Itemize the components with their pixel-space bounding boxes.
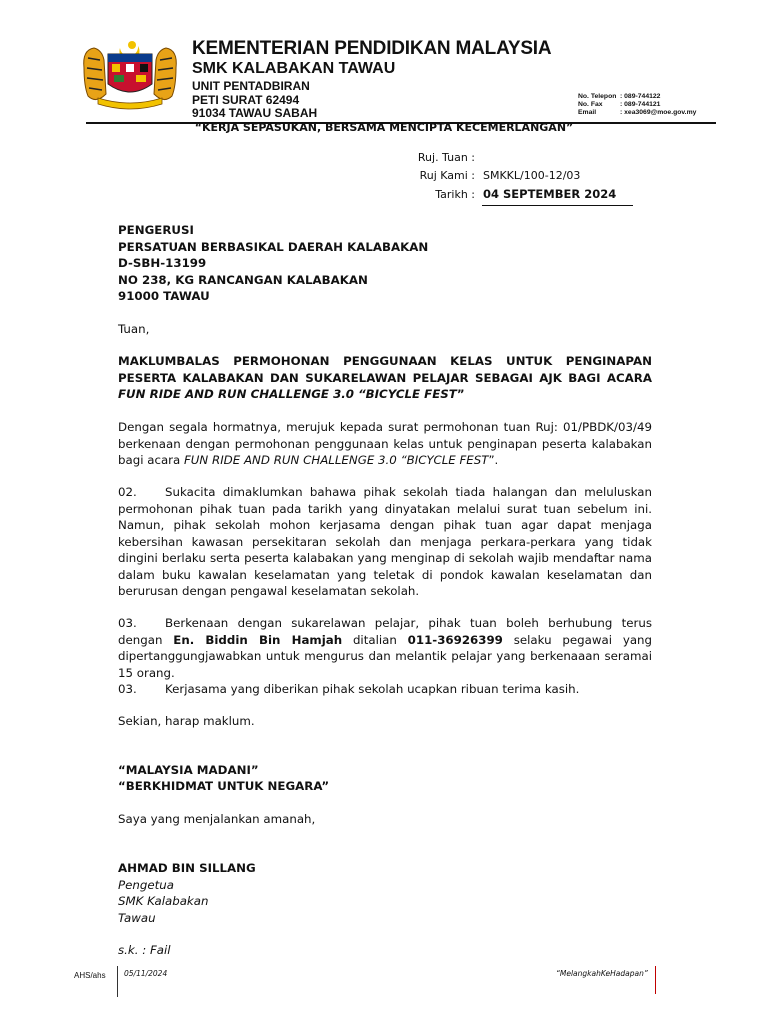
address-line: 91034 TAWAU SABAH [192, 106, 318, 120]
tarikh-row [380, 187, 640, 201]
paragraph-2 [118, 484, 652, 600]
contact-block [578, 93, 696, 117]
contact-value: : xea3069@moe.gov.my [620, 109, 697, 116]
ruj-kami-label: Ruj Kami : [419, 169, 475, 182]
para4-text: Kerjasama yang diberikan pihak sekolah ucapkan ribuan terima kasih. [165, 682, 580, 696]
ruj-tuan-row [380, 151, 640, 164]
para3-text: selaku pegawai yang dipertanggungjawabkan untuk mengurus dan melantik pelajar yang berkenaaan seramai 15 orang. [118, 632, 653, 680]
address-line: UNIT PENTADBIRAN [192, 79, 310, 93]
paragraph-3 [118, 615, 652, 681]
para4-number: 03. [118, 682, 137, 696]
recipient-line: D-SBH-13199 [118, 256, 207, 270]
signatory-name: AHMAD BIN SILLANG [118, 861, 256, 875]
subject-event: FUN RIDE AND RUN CHALLENGE 3.0 “BICYCLE FEST [118, 387, 457, 401]
cc-line: s.k. : Fail [118, 943, 171, 957]
para3-text: Berkenaan dengan sukarelawan pelajar, pihak tuan boleh berhubung terus dengan [118, 616, 652, 647]
signatory-place: Tawau [118, 910, 156, 925]
contact-phone: 011-36926399 [407, 632, 503, 647]
tarikh-label: Tarikh : [435, 188, 475, 201]
recipient-line: 91000 TAWAU [118, 289, 210, 303]
contact-label: Email [578, 109, 597, 116]
slogan-malaysia-madani: “MALAYSIA MADANI” [118, 763, 259, 777]
malaysia-coat-of-arms-icon [80, 38, 180, 110]
contact-value: : 089-744122 [620, 93, 661, 100]
salutation: Tuan, [118, 322, 150, 336]
tarikh-value: 04 SEPTEMBER 2024 [483, 187, 617, 201]
address-line: PETI SURAT 62494 [192, 92, 300, 107]
school-motto: “KERJA SEPASUKAN, BERSAMA MENCIPTA KECEMERLANGAN” [194, 121, 574, 134]
para2-number: 02. [118, 485, 137, 499]
footer-tagline: “MelangkahKeHadapan” [556, 969, 648, 978]
recipient-line: NO 238, KG RANCANGAN KALABAKAN [118, 272, 368, 287]
footer-divider [117, 966, 118, 997]
subject-end: ” [456, 387, 465, 401]
ruj-kami-row [380, 169, 640, 182]
school-address [192, 80, 317, 121]
date-underline [482, 205, 633, 206]
letter-subject [118, 353, 652, 403]
ruj-tuan-label: Ruj. Tuan : [417, 151, 475, 164]
para3-number: 03. [118, 616, 137, 630]
amanah-line: Saya yang menjalankan amanah, [118, 812, 316, 826]
subject-text: MAKLUMBALAS PERMOHONAN PENGGUNAAN KELAS UNTUK PENGINAPAN PESERTA KALABAKAN DAN SUKARELAWAN PELAJAR SEBAGAI AJK BAGI ACARA [118, 354, 652, 385]
ministry-name: KEMENTERIAN PENDIDIKAN MALAYSIA [192, 38, 552, 59]
para2-text: Sukacita dimaklumkan bahawa pihak sekolah tiada halangan dan meluluskan permohonan pihak tuan pada tarikh yang dinyatakan melalui surat tuan sebelum ini. Namun, pihak sekolah mohon kerjasama dengan pihak tuan agar dapat menjaga kebersihan kawasan persekitaran sekolah dan menjaga perkara-perkara yang tidak dingini berlaku serta peserta kalabakan yang menginap di sekolah wajib mendaftar nama dalam buku kawalan keselamatan yang teletak di pondok kawalan keselamatan dan berurusan dengan pengawal keselamatan sekolah. [118, 485, 652, 598]
signatory-title: Pengetua [118, 877, 174, 892]
signatory-org: SMK Kalabakan [118, 894, 209, 908]
para3-text: ditalian [342, 632, 408, 647]
para1-end: ”. [488, 453, 499, 467]
para1-event: FUN RIDE AND RUN CHALLENGE 3.0 “BICYCLE FEST [184, 453, 489, 467]
footer-red-mark [655, 966, 656, 994]
contact-value: : 089-744121 [620, 101, 661, 108]
signatory-block [118, 860, 652, 926]
contact-label: No. Fax [578, 101, 603, 108]
footer-date: 05/11/2024 [124, 969, 168, 978]
slogan-berkhidmat: “BERKHIDMAT UNTUK NEGARA” [118, 779, 330, 793]
para1-text: Dengan segala hormatnya, merujuk kepada surat permohonan tuan Ruj: 01/PBDK/03/49 berkenaan dengan permohonan penggunaan kelas untuk penginapan peserta kalabakan bagi acara [118, 420, 652, 467]
recipient-address [118, 222, 652, 305]
footer-initials: AHS/ahs [74, 971, 106, 980]
closing-line: Sekian, harap maklum. [118, 714, 255, 728]
contact-person-name: En. Biddin Bin Hamjah [173, 632, 343, 647]
ruj-kami-value: SMKKL/100-12/03 [483, 169, 581, 182]
contact-label: No. Telepon [578, 93, 617, 100]
recipient-line: PENGERUSI [118, 223, 194, 237]
recipient-line: PERSATUAN BERBASIKAL DAERAH KALABAKAN [118, 239, 429, 254]
paragraph-1 [118, 419, 652, 469]
paragraph-4 [118, 681, 652, 698]
school-name: SMK KALABAKAN TAWAU [192, 60, 396, 77]
